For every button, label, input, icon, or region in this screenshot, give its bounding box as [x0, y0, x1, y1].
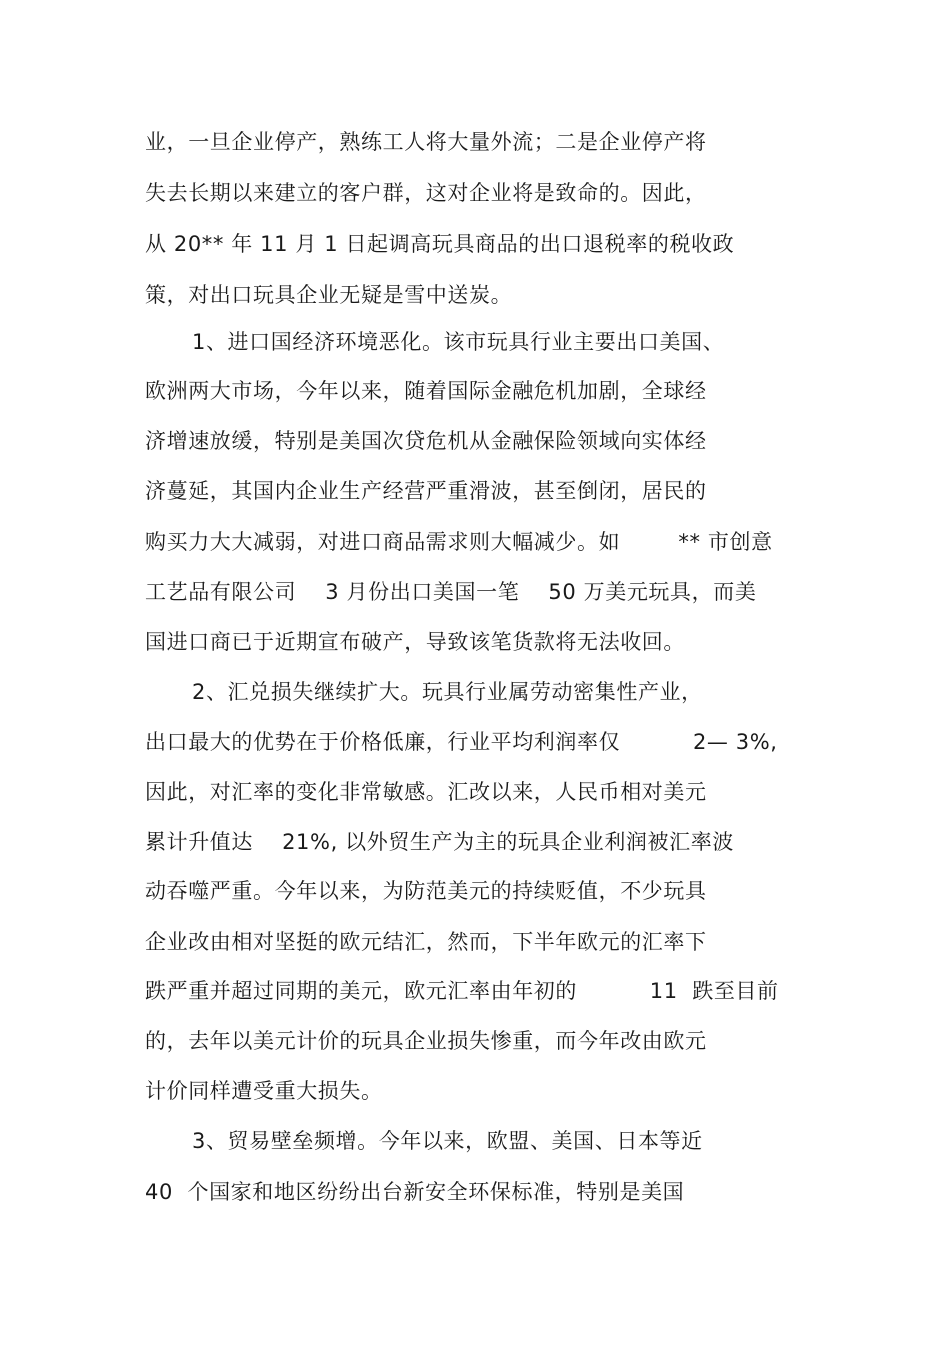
text-line: 欧洲两大市场，今年以来，随着国际金融危机加剧，全球经	[145, 379, 707, 403]
text-line: 从 20** 年 11 月 1 日起调高玩具商品的出口退税率的税收政	[145, 232, 735, 256]
paragraph-1-heading: 1、进口国经济环境恶化。该市玩具行业主要出口美国、	[192, 330, 725, 354]
text-line: 失去长期以来建立的客户群，这对企业将是致命的。因此，	[145, 181, 707, 205]
text-line: 策，对出口玩具企业无疑是雪中送炭。	[145, 283, 513, 307]
text-line: 工艺品有限公司 3 月份出口美国一笔 50 万美元玩具，而美	[145, 580, 757, 604]
text-line: 购买力大大减弱，对进口商品需求则大幅减少。如 ** 市创意	[145, 530, 773, 554]
text-line: 出口最大的优势在于价格低廉，行业平均利润率仅 2— 3%,	[145, 730, 778, 754]
text-line: 业，一旦企业停产，熟练工人将大量外流；二是企业停产将	[145, 130, 707, 154]
text-line: 企业改由相对坚挺的欧元结汇，然而，下半年欧元的汇率下	[145, 930, 707, 954]
text-line: 因此，对汇率的变化非常敏感。汇改以来，人民币相对美元	[145, 780, 707, 804]
text-line: 国进口商已于近期宣布破产，导致该笔货款将无法收回。	[145, 630, 685, 654]
text-line: 动吞噬严重。今年以来，为防范美元的持续贬值，不少玩具	[145, 879, 707, 903]
paragraph-2-heading: 2、汇兑损失继续扩大。玩具行业属劳动密集性产业，	[192, 680, 703, 704]
text-line: 40 个国家和地区纷纷出台新安全环保标准，特别是美国	[145, 1180, 685, 1204]
text-line: 济蔓延，其国内企业生产经营严重滑波，甚至倒闭，居民的	[145, 479, 707, 503]
text-line: 济增速放缓，特别是美国次贷危机从金融保险领域向实体经	[145, 429, 707, 453]
paragraph-3-heading: 3、贸易壁垒频增。今年以来，欧盟、美国、日本等近	[192, 1129, 703, 1153]
text-line: 累计升值达 21%, 以外贸生产为主的玩具企业利润被汇率波	[145, 830, 734, 854]
text-line: 跌严重并超过同期的美元，欧元汇率由年初的 11 跌至目前	[145, 979, 779, 1003]
text-line: 的，去年以美元计价的玩具企业损失惨重，而今年改由欧元	[145, 1029, 707, 1053]
text-line: 计价同样遭受重大损失。	[145, 1079, 383, 1103]
